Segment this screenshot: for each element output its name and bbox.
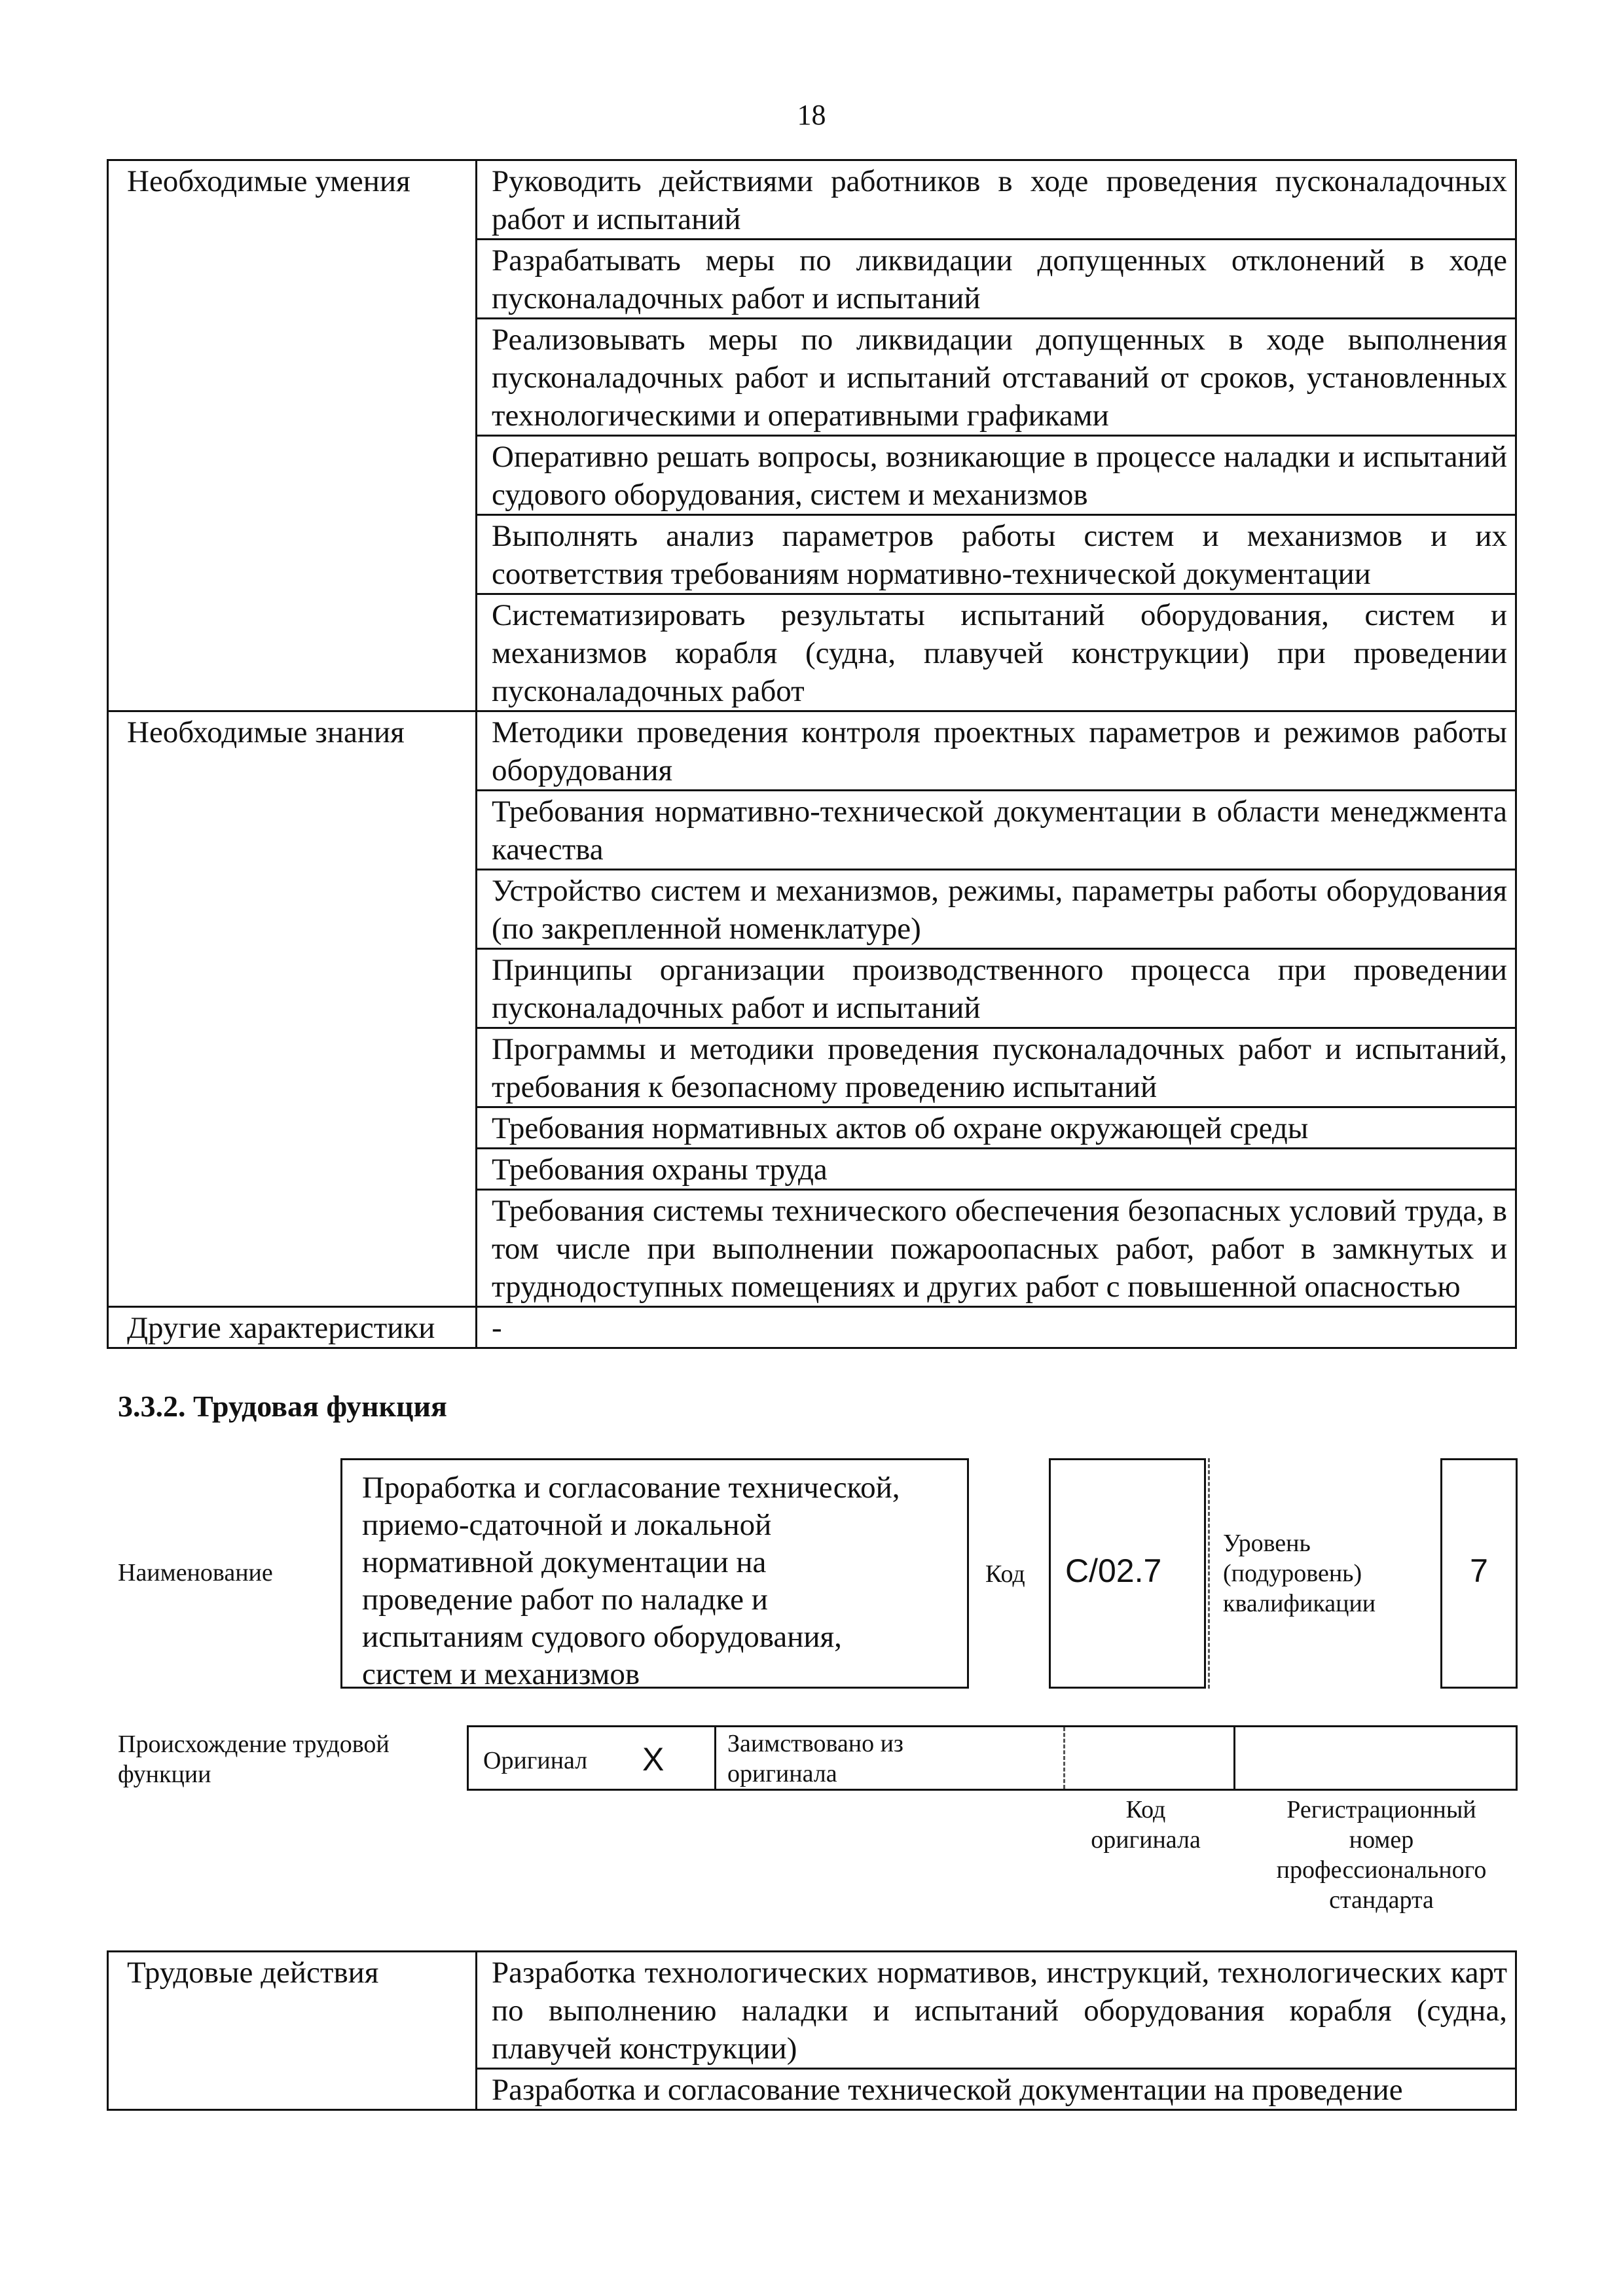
level-label-line: квалификации	[1223, 1590, 1376, 1617]
function-name-line: приемо-сдаточной и локальной	[362, 1508, 772, 1542]
function-name-line: систем и механизмов	[362, 1657, 640, 1691]
code-value: C/02.7	[1065, 1552, 1162, 1589]
skill-item: Оперативно решать вопросы, возникающие в процессе наладки и испытаний судового оборудования, систем и механизмов	[477, 436, 1516, 515]
table-row	[108, 711, 1516, 791]
section-title: 3.3.2. Трудовая функция	[118, 1390, 447, 1423]
borrowed-label-line: оригинала	[727, 1760, 837, 1787]
level-box	[1440, 1458, 1518, 1689]
action-item: Разработка технологических нормативов, инструкций, технологических карт по выполнению наладки и испытаний оборудования корабля (судна, плавучей конструкции)	[477, 1952, 1516, 2069]
original-cell	[469, 1727, 716, 1789]
registration-caption	[1244, 1795, 1519, 1915]
function-name-line: проведение работ по наладке и	[362, 1583, 768, 1617]
original-label: Оригинал	[483, 1747, 588, 1774]
skill-item: Руководить действиями работников в ходе проведения пусконаладочных работ и испытаний	[477, 160, 1516, 240]
origin-label	[118, 1729, 390, 1789]
function-name-line: испытаниям судового оборудования,	[362, 1620, 842, 1654]
caption-line: профессионального	[1276, 1856, 1487, 1884]
level-label-line: (подуровень)	[1223, 1560, 1362, 1587]
caption-line: Регистрационный	[1286, 1796, 1476, 1823]
borrowed-label-line: Заимствовано из	[727, 1730, 903, 1757]
table-row	[108, 160, 1516, 240]
divider	[1208, 1458, 1210, 1689]
other-value: -	[477, 1307, 1516, 1348]
skills-label: Необходимые умения	[108, 160, 477, 711]
skill-item: Систематизировать результаты испытаний оборудования, систем и механизмов корабля (судна, плавучей конструкции) при проведении пусконаладочных работ	[477, 594, 1516, 711]
caption-line: номер	[1349, 1826, 1414, 1854]
page-number: 18	[797, 99, 826, 131]
skill-item: Реализовывать меры по ликвидации допущенных в ходе выполнения пусконаладочных работ и испытаний отставаний от сроков, установленных технологическими и оперативными графиками	[477, 319, 1516, 436]
skill-item: Выполнять анализ параметров работы систем и механизмов и их соответствия требованиям нормативно-технической документации	[477, 515, 1516, 594]
knowledge-item: Программы и методики проведения пусконаладочных работ и испытаний, требования к безопасному проведению испытаний	[477, 1028, 1516, 1107]
caption-line: стандарта	[1329, 1886, 1434, 1914]
action-item: Разработка и согласование технической документации на проведение	[477, 2069, 1516, 2110]
table-row	[108, 1952, 1516, 2069]
original-mark: X	[642, 1741, 665, 1778]
requirements-table	[107, 159, 1517, 1349]
knowledge-item: Требования нормативных актов об охране окружающей среды	[477, 1107, 1516, 1149]
knowledge-item: Требования нормативно-технической документации в области менеджмента качества	[477, 791, 1516, 870]
origin-row	[467, 1725, 1518, 1791]
knowledge-item: Методики проведения контроля проектных параметров и режимов работы оборудования	[477, 711, 1516, 791]
borrowed-label	[727, 1729, 903, 1789]
table-row	[108, 1307, 1516, 1348]
skill-item: Разрабатывать меры по ликвидации допущенных отклонений в ходе пусконаладочных работ и испытаний	[477, 240, 1516, 319]
function-name-line: Проработка и согласование технической,	[362, 1471, 900, 1505]
knowledge-label: Необходимые знания	[108, 711, 477, 1307]
level-label	[1223, 1528, 1376, 1619]
caption-line: оригинала	[1091, 1826, 1201, 1854]
knowledge-item: Требования системы технического обеспечения безопасных условий труда, в том числе при выполнении пожароопасных работ, работ в замкнутых и труднодоступных помещениях и других работ с повышенной опасностью	[477, 1190, 1516, 1307]
divider	[1233, 1727, 1235, 1789]
origin-label-line: функции	[118, 1761, 211, 1788]
actions-label: Трудовые действия	[108, 1952, 477, 2110]
level-value: 7	[1470, 1552, 1488, 1589]
other-label: Другие характеристики	[108, 1307, 477, 1348]
name-label: Наименование	[118, 1559, 273, 1587]
origin-label-line: Происхождение трудовой	[118, 1731, 390, 1758]
knowledge-item: Устройство систем и механизмов, режимы, параметры работы оборудования (по закрепленной номенклатуре)	[477, 870, 1516, 949]
knowledge-item: Принципы организации производственного процесса при проведении пусконаладочных работ и испытаний	[477, 949, 1516, 1028]
divider	[1063, 1727, 1065, 1789]
actions-table	[107, 1950, 1517, 2111]
function-name-box	[340, 1458, 969, 1689]
code-box	[1049, 1458, 1206, 1689]
caption-line: Код	[1125, 1796, 1166, 1823]
function-name-line: нормативной документации на	[362, 1545, 767, 1579]
level-label-line: Уровень	[1223, 1530, 1311, 1557]
code-original-caption	[1067, 1795, 1224, 1855]
knowledge-item: Требования охраны труда	[477, 1149, 1516, 1190]
code-label: Код	[985, 1560, 1025, 1588]
